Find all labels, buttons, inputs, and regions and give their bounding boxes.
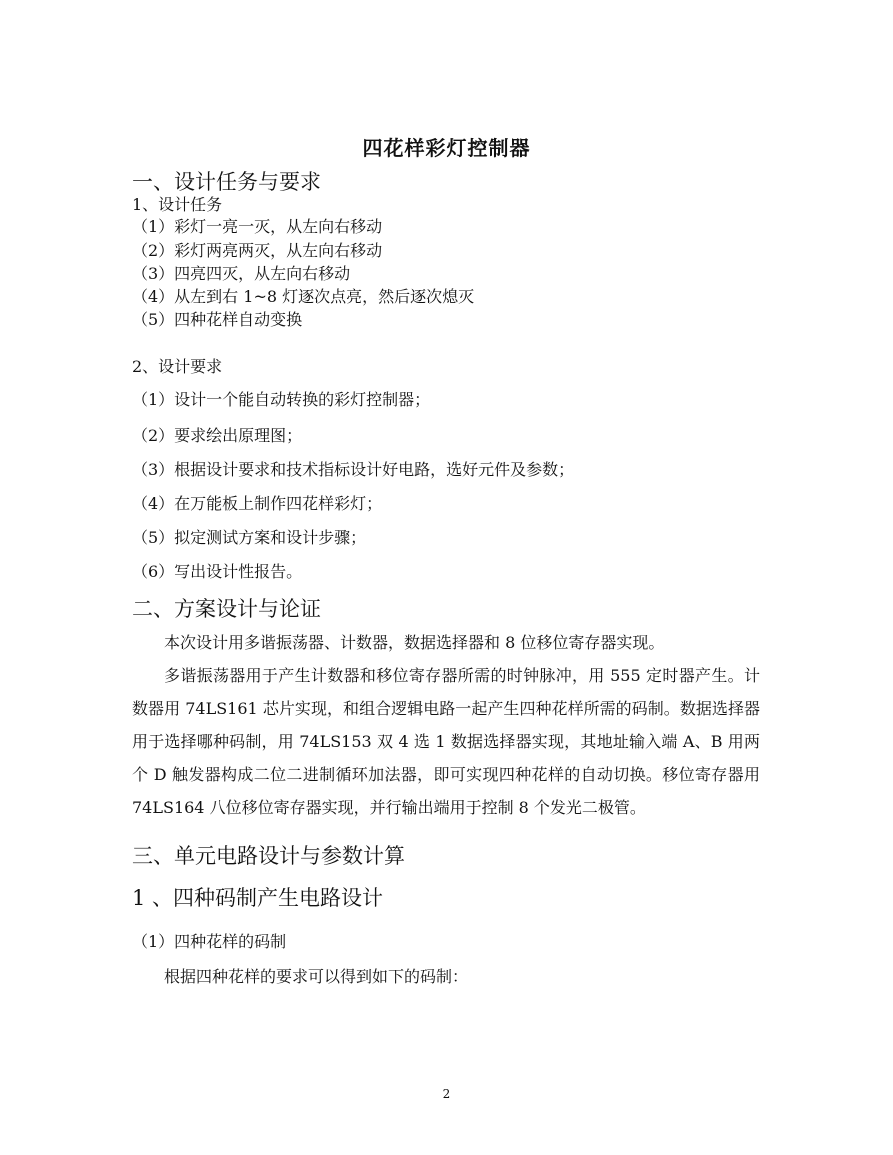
requirement-item: （5）拟定测试方案和设计步骤； [132,528,367,547]
task-item: （4）从左到右 1~8 灯逐次点亮，然后逐次熄灭 [132,287,475,306]
requirement-item: （6）写出设计性报告。 [132,562,303,581]
section-heading-2: 二、方案设计与论证 [132,597,321,621]
document-title: 四花样彩灯控制器 [362,136,531,160]
task-item: （2）彩灯两亮两灭，从左向右移动 [132,241,383,260]
requirement-item: （4）在万能板上制作四花样彩灯； [132,494,383,513]
section-heading-1: 一、设计任务与要求 [132,170,321,194]
paragraph: 本次设计用多谐振荡器、计数器，数据选择器和 8 位移位寄存器实现。 [164,633,665,652]
requirement-item: （2）要求绘出原理图； [132,426,303,445]
task-heading: 1、设计任务 [132,195,223,214]
task-item: （1）彩灯一亮一灭，从左向右移动 [132,217,383,236]
page-number: 2 [442,1087,451,1101]
task-item: （3）四亮四灭，从左向右移动 [132,264,351,283]
paragraph: 多谐振荡器用于产生计数器和移位寄存器所需的时钟脉冲，用 555 定时器产生。计数器用 74LS161 芯片实现，和组合逻辑电路一起产生四种花样所需的码制。数据选择器用于选择哪种码制，用 74LS153 双 4 选 1 数据选择器实现，其地址输入端 A、B 用两个 D 触发器构成二位二进制循环加法器，即可实现四种花样的自动切换。移位寄存器用 74LS164 八位移位寄存器实现，并行输出端用于控制 8 个发光二极管。 [132,666,760,817]
subsection-heading: 1 、四种码制产生电路设计 [132,886,384,910]
requirements-heading: 2、设计要求 [132,357,223,376]
requirement-item: （3）根据设计要求和技术指标设计好电路，选好元件及参数； [132,460,575,479]
subsubsection-heading: （1）四种花样的码制 [132,932,287,951]
paragraph: 根据四种花样的要求可以得到如下的码制： [164,967,469,986]
section-heading-3: 三、单元电路设计与参数计算 [132,844,405,868]
requirement-item: （1）设计一个能自动转换的彩灯控制器； [132,390,431,409]
task-item: （5）四种花样自动变换 [132,310,303,329]
